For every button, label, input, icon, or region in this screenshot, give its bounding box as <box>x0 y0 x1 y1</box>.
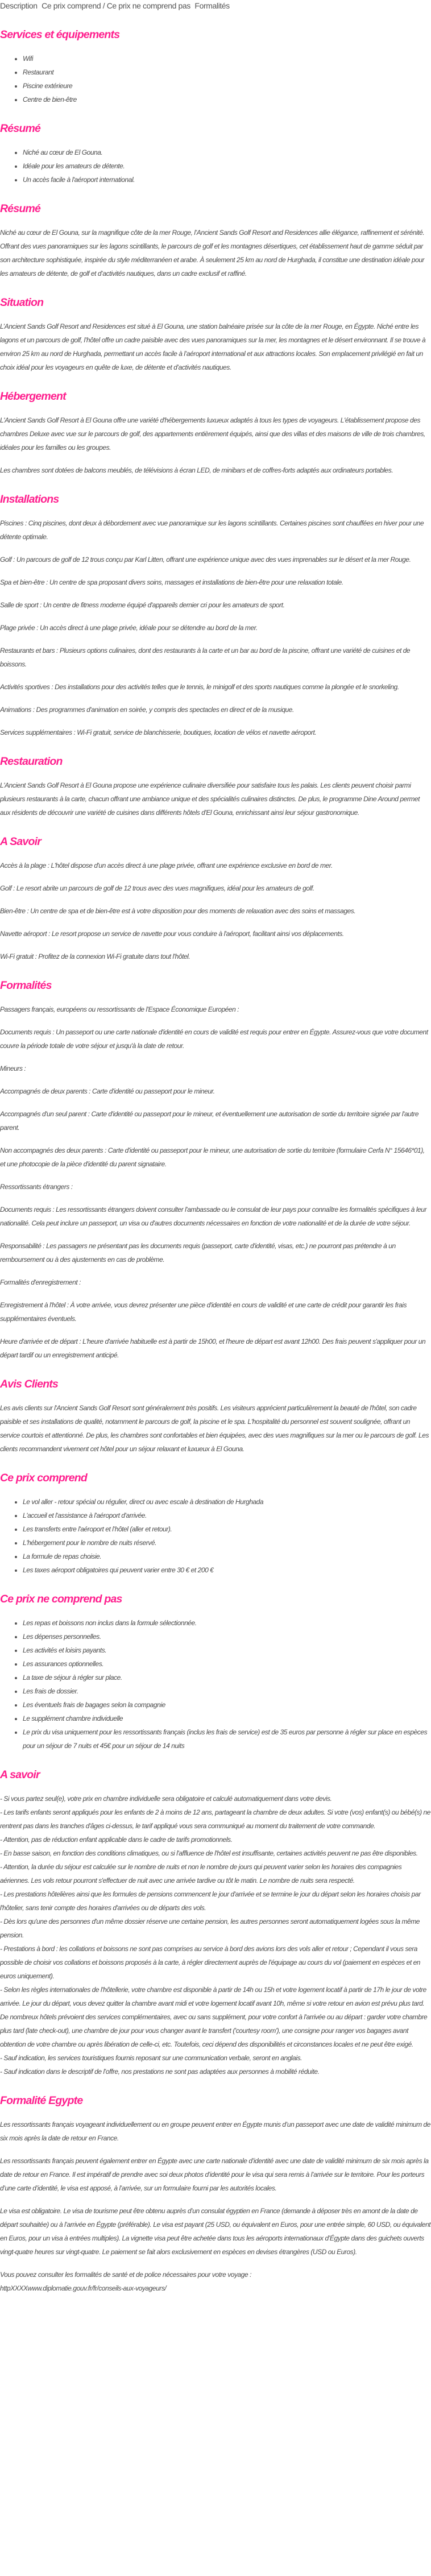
paragraph: Salle de sport : Un centre de fitness moderne équipé d'appareils dernier cri pour les amateurs de sport. <box>0 601 285 609</box>
section-installations <box>0 492 431 739</box>
paragraph: Golf : Un parcours de golf de 12 trous conçu par Karl Litten, offrant une expérience unique avec des vues imprenables sur le désert et la mer Rouge. <box>0 556 411 564</box>
section-heading: Formalités <box>0 979 52 992</box>
paragraph: Vous pouvez consulter les formalités de santé et de police nécessaires pour votre voyage : httpXXXXwww.diplomatie.gouv.fr/fr/conseils-aux-voyageurs/ <box>0 2271 251 2292</box>
section-hebergement <box>0 390 431 477</box>
section-heading: Résumé <box>0 122 41 135</box>
paragraph: Plage privée : Un accès direct à une plage privée, idéale pour se détendre au bord de la mer. <box>0 624 258 632</box>
section-heading: Restauration <box>0 755 63 768</box>
paragraph: L'Ancient Sands Golf Resort à El Gouna offre une variété d'hébergements luxueux adaptés à tous les types de voyageurs. L'établissement propose des chambres Deluxe avec vue sur le parcours de golf, des appartements entièrement équipés, ainsi que des villas et des maisons de ville de trois chambres, idéales pour les familles ou les groupes. <box>0 416 425 452</box>
tab-price-includes[interactable]: Ce prix comprend / Ce prix ne comprend pas <box>42 1 190 10</box>
list-item: • Piscine extérieure <box>23 79 431 93</box>
paragraph: Les chambres sont dotées de balcons meublés, de télévisions à écran LED, de minibars et de coffres-forts adaptés aux ordinateurs portables. <box>0 466 393 474</box>
list-item: • Centre de bien-être <box>23 93 431 106</box>
paragraph: L’Ancient Sands Golf Resort and Residences est situé à El Gouna, une station balnéaire prisée sur la côte de la mer Rouge, en Égypte. Niché entre les lagons et un parcours de golf, l’hôtel offre un cadre paisible avec des vues panoramiques sur la mer, les montagnes et le désert environnant. Il se trouve à environ 25 km au nord de Hurghada, permettant un accès facile à l’aéroport international et aux attractions locales. Son emplacement privilégié en fait un choix idéal pour les voyageurs en quête de luxe, de détente et d’activités nautiques. <box>0 322 426 371</box>
paragraph: - En basse saison, en fonction des conditions climatiques, ou si l'affluence de l'hôtel est insuffisante, certaines activités peuvent ne pas être disponibles. <box>0 1849 418 1857</box>
section-ce-prix-ne-comprend-pas <box>0 1592 431 1753</box>
list-item: • Un accès facile à l'aéroport international. <box>23 173 431 187</box>
tab-description[interactable]: Description <box>0 1 38 10</box>
paragraph: - Prestations à bord : les collations et boissons ne sont pas comprises au service à bord des avions lors des vols aller et retour ; Cependant il vous sera possible de choisir vos collations et boissons proposés à la carte, à régler directement auprès de l'équipage au cours du vol (paiement en espèces et en euros uniquement). <box>0 1945 421 1980</box>
paragraph: Spa et bien-être : Un centre de spa proposant divers soins, massages et installations de bien-être pour une relaxation totale. <box>0 578 343 586</box>
paragraph: - Les prestations hôtelières ainsi que les formules de pensions commencent le jour d'arrivée et se termine le jour du départ selon les horaires choisis par l'hôtelier, sans tenir compte des horaires d'arrivées ou de départs des vols. <box>0 1890 421 1912</box>
list-item: • Les activités et loisirs payants. <box>23 1643 431 1657</box>
paragraph: Animations : Des programmes d'animation en soirée, y compris des spectacles en direct et de la musique. <box>0 706 294 714</box>
description-content <box>0 28 431 2295</box>
list-item: • Restaurant <box>23 65 431 79</box>
list-item: • Les repas et boissons non inclus dans la formule sélectionnée. <box>23 1616 431 1630</box>
paragraph: Responsabilité : Les passagers ne présentant pas les documents requis (passeport, carte d'identité, visas, etc.) ne pourront pas prétendre à un remboursement ou à des ajustements en cas de problème. <box>0 1242 396 1264</box>
tab-formalities[interactable]: Formalités <box>194 1 230 10</box>
bullet-list <box>0 146 431 187</box>
paragraph: - Attention, pas de réduction enfant applicable dans le cadre de tarifs promotionnels. <box>0 1836 233 1844</box>
section-heading: A Savoir <box>0 835 41 848</box>
paragraph: Bien-être : Un centre de spa et de bien-être est à votre disposition pour des moments de relaxation avec des soins et massages. <box>0 907 356 915</box>
list-item: • Les taxes aéroport obligatoires qui peuvent varier entre 30 € et 200 € <box>23 1563 431 1577</box>
section-avis-clients <box>0 1377 431 1456</box>
paragraph: Non accompagnés des deux parents : Carte d'identité ou passeport pour le mineur, une autorisation de sortie du territoire (formulaire Cerfa N° 15646*01), et une photocopie de la pièce d'identité du parent signataire. <box>0 1146 425 1168</box>
paragraph: Enregistrement à l'hôtel : À votre arrivée, vous devrez présenter une pièce d'identité en cours de validité et une carte de crédit pour garantir les frais supplémentaires éventuels. <box>0 1301 407 1323</box>
paragraph: - Sauf indication dans le descriptif de l’offre, nos prestations ne sont pas adaptées aux personnes à mobilité réduite. <box>0 2068 320 2076</box>
section-heading: Résumé <box>0 202 41 215</box>
list-item: • Idéale pour les amateurs de détente. <box>23 159 431 173</box>
section-situation <box>0 296 431 374</box>
paragraph: Mineurs : <box>0 1065 26 1072</box>
paragraph: Les ressortissants français peuvent également entrer en Égypte avec une carte nationale d’identité avec une date de validité minimum de six mois après la date de retour en France. Il est impératif de prendre avec soi deux photos d’identité pour le visa qui sera remis à l’arrivée sur le territoire. Pour les porteurs d’une carte d’identité, le visa est apposé, à l’arrivée, sur un formulaire fourni par les autorités locales. <box>0 2157 429 2192</box>
bullet-list <box>0 1495 431 1577</box>
list-item: • Wifi <box>23 52 431 65</box>
list-item: • Niché au cœur de El Gouna. <box>23 146 431 159</box>
section-heading: Situation <box>0 296 44 309</box>
paragraph: - Si vous partez seul(e), votre prix en chambre individuelle sera obligatoire et calculé automatiquement dans votre devis. <box>0 1795 332 1803</box>
paragraph: - Attention, la durée du séjour est calculée sur le nombre de nuits et non le nombre de jours qui peuvent varier selon les horaires des compagnies aériennes. Les vols retour pourront s'effectuer de nuit avec une arrivée tardive ou tôt le matin. Le nombre de nuits sera respecté. <box>0 1863 402 1885</box>
list-item: • Les transferts entre l'aéroport et l’hôtel (aller et retour). <box>23 1522 431 1536</box>
paragraph: Accompagnés d'un seul parent : Carte d'identité ou passeport pour le mineur, et éventuellement une autorisation de sortie du territoire signée par l'autre parent. <box>0 1110 419 1132</box>
section-heading: Installations <box>0 493 59 506</box>
list-item: • Le supplément chambre individuelle <box>23 1712 431 1725</box>
paragraph: Ressortissants étrangers : <box>0 1183 73 1191</box>
paragraph: Documents requis : Les ressortissants étrangers doivent consulter l'ambassade ou le consulat de leur pays pour connaître les formalités spécifiques à leur nationalité. Cela peut inclure un passeport, un visa ou d'autres documents nécessaires en fonction de votre nationalité et de la durée de votre séjour. <box>0 1206 427 1227</box>
section-restauration <box>0 755 431 819</box>
section-resume <box>0 202 431 280</box>
paragraph: Documents requis : Un passeport ou une carte nationale d'identité en cours de validité est requis pour entrer en Égypte. Assurez-vous que votre document couvre la période totale de votre séjour et jusqu'à la date de retour. <box>0 1028 428 1050</box>
list-item: • Le prix du visa uniquement pour les ressortissants français (inclus les frais de service) est de 35 euros par personne à régler sur place en espèces pour un séjour de 7 nuits et 45€ pour un séjour de 14 nuits <box>23 1725 431 1753</box>
section-ce-prix-comprend <box>0 1471 431 1577</box>
paragraph: L'Ancient Sands Golf Resort à El Gouna propose une expérience culinaire diversifiée pour satisfaire tous les palais. Les clients peuvent choisir parmi plusieurs restaurants à la carte, chacun offrant une ambiance unique et des spécialités culinaires distinctes. De plus, le programme Dine Around permet aux résidents de découvrir une variété de cuisines dans différents hôtels d'El Gouna, enrichissant ainsi leur séjour gastronomique. <box>0 781 420 817</box>
paragraph: Accès à la plage : L'hôtel dispose d'un accès direct à une plage privée, offrant une expérience exclusive en bord de mer. <box>0 862 333 869</box>
section-services-et-equipements <box>0 28 431 106</box>
paragraph: Niché au cœur de El Gouna, sur la magnifique côte de la mer Rouge, l’Ancient Sands Golf Resort and Residences allie élégance, raffinement et sérénité. Offrant des vues panoramiques sur les lagons scintillants, le parcours de golf et les montagnes désertiques, cet établissement haut de gamme séduit par son architecture sophistiquée, inspirée du style méditerranéen et arabe. À seulement 25 km au nord de Hurghada, il constitue une destination idéale pour les amateurs de détente, de golf et d’activités nautiques, dans un cadre exclusif et raffiné. <box>0 229 425 278</box>
paragraph: - Les tarifs enfants seront appliqués pour les enfants de 2 à moins de 12 ans, partageant la chambre de deux adultes. Si votre (vos) enfant(s) ou bébé(s) ne rentrent pas dans les tranches d'âges ci-dessus, le tarif appliqué vous sera communiqué au moment du traitement de votre commande. <box>0 1808 430 1830</box>
list-item: • Les assurances optionnelles. <box>23 1657 431 1671</box>
paragraph: Heure d'arrivée et de départ : L'heure d'arrivée habituelle est à partir de 15h00, et l'heure de départ est avant 12h00. Des frais peuvent s'appliquer pour un départ tardif ou un enregistrement anticipé. <box>0 1337 426 1359</box>
paragraph: Piscines : Cinq piscines, dont deux à débordement avec vue panoramique sur les lagons scintillants. Certaines piscines sont chauffées en hiver pour une détente optimale. <box>0 519 424 541</box>
paragraph: Restaurants et bars : Plusieurs options culinaires, dont des restaurants à la carte et un bar au bord de la piscine, offrant une variété de cuisines et de boissons. <box>0 647 411 668</box>
section-heading: Hébergement <box>0 390 66 403</box>
paragraph: - Sauf indication, les services touristiques fournis reposant sur une communication verbale, seront en anglais. <box>0 2054 302 2062</box>
list-item: • Les dépenses personnelles. <box>23 1630 431 1643</box>
paragraph: Navette aéroport : Le resort propose un service de navette pour vous conduire à l'aéroport, facilitant ainsi vos déplacements. <box>0 930 344 938</box>
paragraph: Golf : Le resort abrite un parcours de golf de 12 trous avec des vues magnifiques, idéal pour les amateurs de golf. <box>0 884 314 892</box>
paragraph: Wi-Fi gratuit : Profitez de la connexion Wi-Fi gratuite dans tout l'hôtel. <box>0 952 190 960</box>
paragraph: - Dès lors qu'une des personnes d'un même dossier réserve une certaine pension, les autres personnes seront automatiquement logées sous la même pension. <box>0 1917 420 1939</box>
paragraph: Les ressortissants français voyageant individuellement ou en groupe peuvent entrer en Égypte munis d’un passeport avec une date de validité minimum de six mois après la date de retour en France. <box>0 2121 430 2142</box>
list-item: • Le vol aller - retour spécial ou régulier, direct ou avec escale à destination de Hurghada <box>23 1495 431 1509</box>
section-resume <box>0 122 431 187</box>
paragraph: Passagers français, européens ou ressortissants de l'Espace Économique Européen : <box>0 1005 239 1013</box>
paragraph: Services supplémentaires : Wi-Fi gratuit, service de blanchisserie, boutiques, location de vélos et navette aéroport. <box>0 728 317 736</box>
bullet-list <box>0 1616 431 1753</box>
list-item: • Les frais de dossier. <box>23 1684 431 1698</box>
section-heading: Formalité Egypte <box>0 2094 83 2107</box>
section-a-savoir <box>0 835 431 963</box>
list-item: • La taxe de séjour à régler sur place. <box>23 1671 431 1684</box>
list-item: • L'hébergement pour le nombre de nuits réservé. <box>23 1536 431 1550</box>
paragraph: - Selon les règles internationales de l'hôtellerie, votre chambre est disponible à partir de 14h ou 15h et votre logement locatif à partir de 17h le jour de votre arrivée. Le jour du départ, vous devez quitter la chambre avant midi et votre logement locatif avant 10h, même si votre retour en avion est prévu plus tard. De nombreux hôtels prévoient des services complémentaires, avec ou sans supplément, pour votre confort à l'arrivée ou au départ : garder votre chambre plus tard (late check-out), une chambre de jour pour vous changer avant le transfert ('courtesy room'), une consigne pour ranger vos bagages avant obtention de votre chambre ou après libération de celle-ci, etc. Toutefois, ceci dépend des disponibilités et circonstances locales et ne peut être exigé. <box>0 1986 428 2048</box>
paragraph: Accompagnés de deux parents : Carte d'identité ou passeport pour le mineur. <box>0 1087 215 1095</box>
section-heading: Ce prix ne comprend pas <box>0 1593 122 1605</box>
paragraph: Activités sportives : Des installations pour des activités telles que le tennis, le minigolf et des sports nautiques comme la plongée et le snorkeling. <box>0 683 399 691</box>
section-heading: A savoir <box>0 1769 40 1781</box>
list-item: • L'accueil et l'assistance à l'aéroport d'arrivée. <box>23 1509 431 1522</box>
section-heading: Avis Clients <box>0 1378 59 1390</box>
section-tabs <box>0 0 431 13</box>
paragraph: Les avis clients sur l'Ancient Sands Golf Resort sont généralement très positifs. Les visiteurs apprécient particulièrement la beauté de l'hôtel, son cadre paisible et ses installations de qualité, notamment le parcours de golf, la piscine et le spa. L'hospitalité du personnel est souvent soulignée, offrant un service courtois et attentionné. De plus, les chambres sont confortables et bien équipées, avec des vues magnifiques sur la mer ou le parcours de golf. Les clients recommandent vivement cet hôtel pour un séjour relaxant et luxueux à El Gouna. <box>0 1404 429 1453</box>
section-formalites <box>0 979 431 1362</box>
notes-block <box>0 1792 431 2078</box>
section-heading: Services et équipements <box>0 28 120 41</box>
bullet-list <box>0 52 431 106</box>
section-heading: Ce prix comprend <box>0 1472 87 1484</box>
paragraph: Formalités d'enregistrement : <box>0 1278 81 1286</box>
paragraph: Le visa est obligatoire. Le visa de tourisme peut être obtenu auprès d’un consulat égyptien en France (demande à déposer très en amont de la date de départ souhaitée) ou à l’arrivée en Égypte (préférable). Le visa est payant (25 USD, ou équivalent en Euros, pour une entrée simple, 60 USD, ou équivalent en Euros, pour un visa à entrées multiples). La vignette visa peut être achetée dans tous les aéroports internationaux d’Égypte dans des guichets ouverts vingt-quatre heures sur vingt-quatre. Le paiement se fait alors exclusivement en espèces en devises étrangères (USD ou Euros). <box>0 2207 431 2256</box>
list-item: • La formule de repas choisie. <box>23 1550 431 1563</box>
list-item: • Les éventuels frais de bagages selon la compagnie <box>23 1698 431 1712</box>
section-a-savoir <box>0 1768 431 2078</box>
section-formalite-egypte <box>0 2094 431 2295</box>
